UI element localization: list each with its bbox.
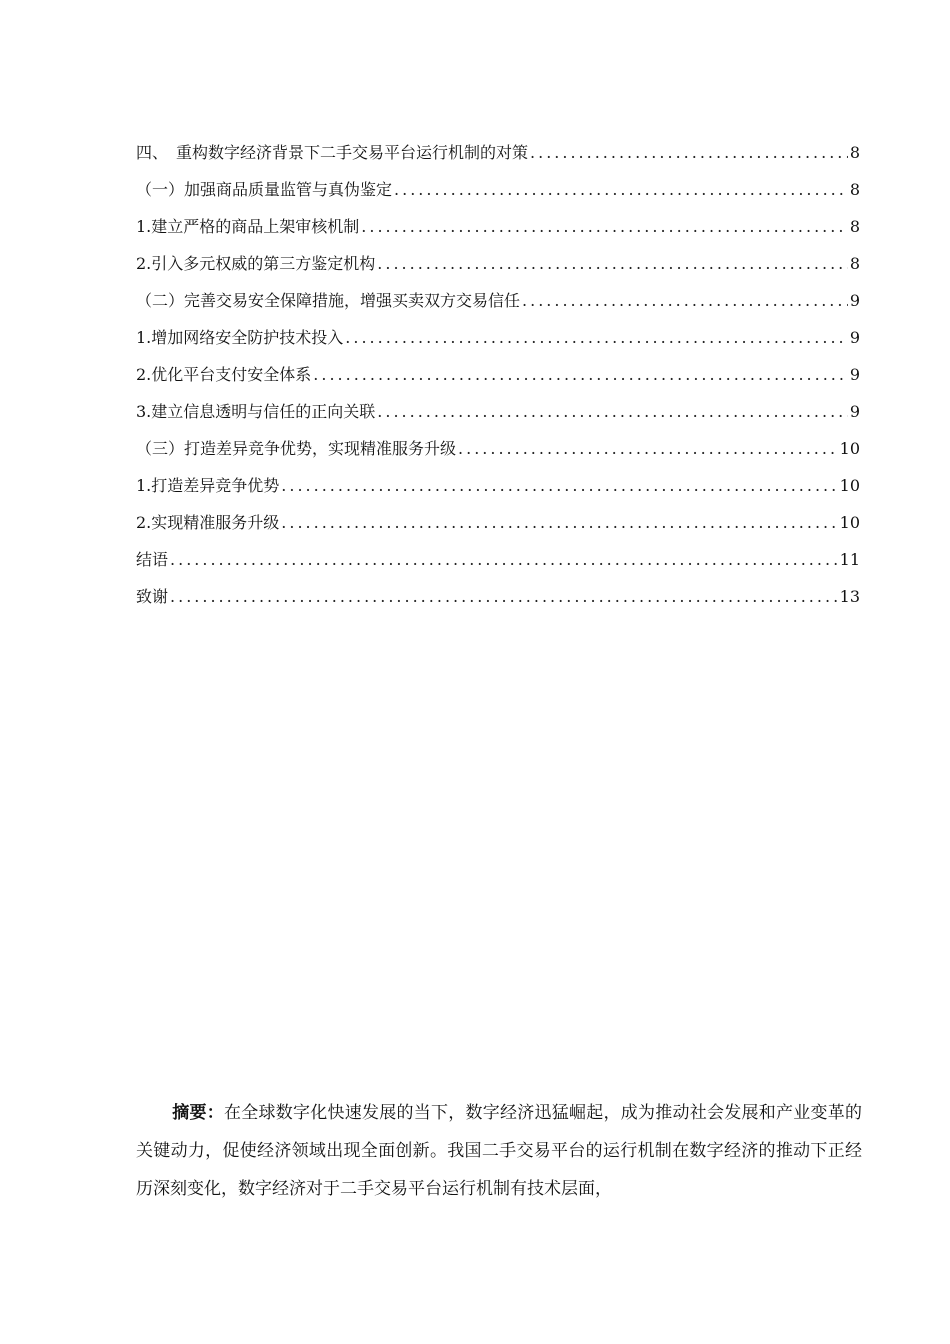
toc-entry-label: 1.增加网络安全防护技术投入: [136, 328, 344, 347]
toc-page-number: 8: [849, 254, 860, 273]
toc-entry[interactable]: [136, 430, 860, 467]
toc-leader-dots: [377, 245, 848, 282]
toc-page-number: 10: [839, 513, 860, 532]
toc-entry[interactable]: [136, 356, 860, 393]
toc-entry-label: 结语: [136, 550, 169, 569]
toc-leader-dots: [345, 319, 848, 356]
toc-page-number: 9: [849, 328, 860, 347]
toc-leader-dots: [394, 171, 848, 208]
toc-entry[interactable]: [136, 134, 860, 171]
toc-entry[interactable]: [136, 208, 860, 245]
abstract-text: 在全球数字化快速发展的当下，数字经济迅猛崛起，成为推动社会发展和产业变革的关键动力，促使经济领域出现全面创新。我国二手交易平台的运行机制在数字经济的推动下正经历深刻变化，数字经济对于二手交易平台运行机制有技术层面，: [136, 1103, 862, 1199]
toc-entry[interactable]: [136, 171, 860, 208]
toc-entry[interactable]: [136, 467, 860, 504]
toc-leader-dots: [313, 356, 848, 393]
toc-page-number: 11: [839, 550, 860, 569]
toc-entry-label: 2.实现精准服务升级: [136, 513, 280, 532]
toc-page-number: 9: [849, 365, 860, 384]
toc-leader-dots: [377, 393, 848, 430]
toc-leader-dots: [530, 134, 848, 171]
toc-entry[interactable]: [136, 578, 860, 615]
toc-page-number: 10: [839, 476, 860, 495]
toc-entry-label: 1.建立严格的商品上架审核机制: [136, 217, 360, 236]
toc-page-number: 10: [839, 439, 860, 458]
toc-page-number: 8: [849, 180, 860, 199]
toc-page-number: 8: [849, 143, 860, 162]
toc-entry-label: （三）打造差异竞争优势，实现精准服务升级: [136, 439, 457, 458]
toc-page-number: 13: [839, 587, 860, 606]
toc-entry[interactable]: [136, 504, 860, 541]
toc-page-number: 9: [849, 291, 860, 310]
toc-leader-dots: [458, 430, 838, 467]
toc-entry[interactable]: [136, 245, 860, 282]
toc-entry-label: （一）加强商品质量监管与真伪鉴定: [136, 180, 393, 199]
toc-leader-dots: [281, 504, 837, 541]
abstract-label: 摘要：: [172, 1103, 224, 1123]
toc-leader-dots: [361, 208, 848, 245]
toc-entry-label: 2.引入多元权威的第三方鉴定机构: [136, 254, 376, 273]
toc-leader-dots: [170, 541, 838, 578]
toc-leader-dots: [522, 282, 848, 319]
toc-entry[interactable]: [136, 282, 860, 319]
table-of-contents: [136, 134, 860, 615]
toc-entry[interactable]: [136, 393, 860, 430]
toc-entry-label: 2.优化平台支付安全体系: [136, 365, 312, 384]
abstract-paragraph: [136, 1094, 862, 1208]
toc-entry-label: 3.建立信息透明与信任的正向关联: [136, 402, 376, 421]
toc-page-number: 9: [849, 402, 860, 421]
toc-entry[interactable]: [136, 541, 860, 578]
toc-leader-dots: [170, 578, 838, 615]
toc-entry-label: （二）完善交易安全保障措施，增强买卖双方交易信任: [136, 291, 521, 310]
toc-leader-dots: [281, 467, 837, 504]
toc-entry-label: 四、 重构数字经济背景下二手交易平台运行机制的对策: [136, 143, 529, 162]
toc-entry-label: 1.打造差异竞争优势: [136, 476, 280, 495]
toc-entry-label: 致谢: [136, 587, 169, 606]
toc-entry[interactable]: [136, 319, 860, 356]
toc-page-number: 8: [849, 217, 860, 236]
